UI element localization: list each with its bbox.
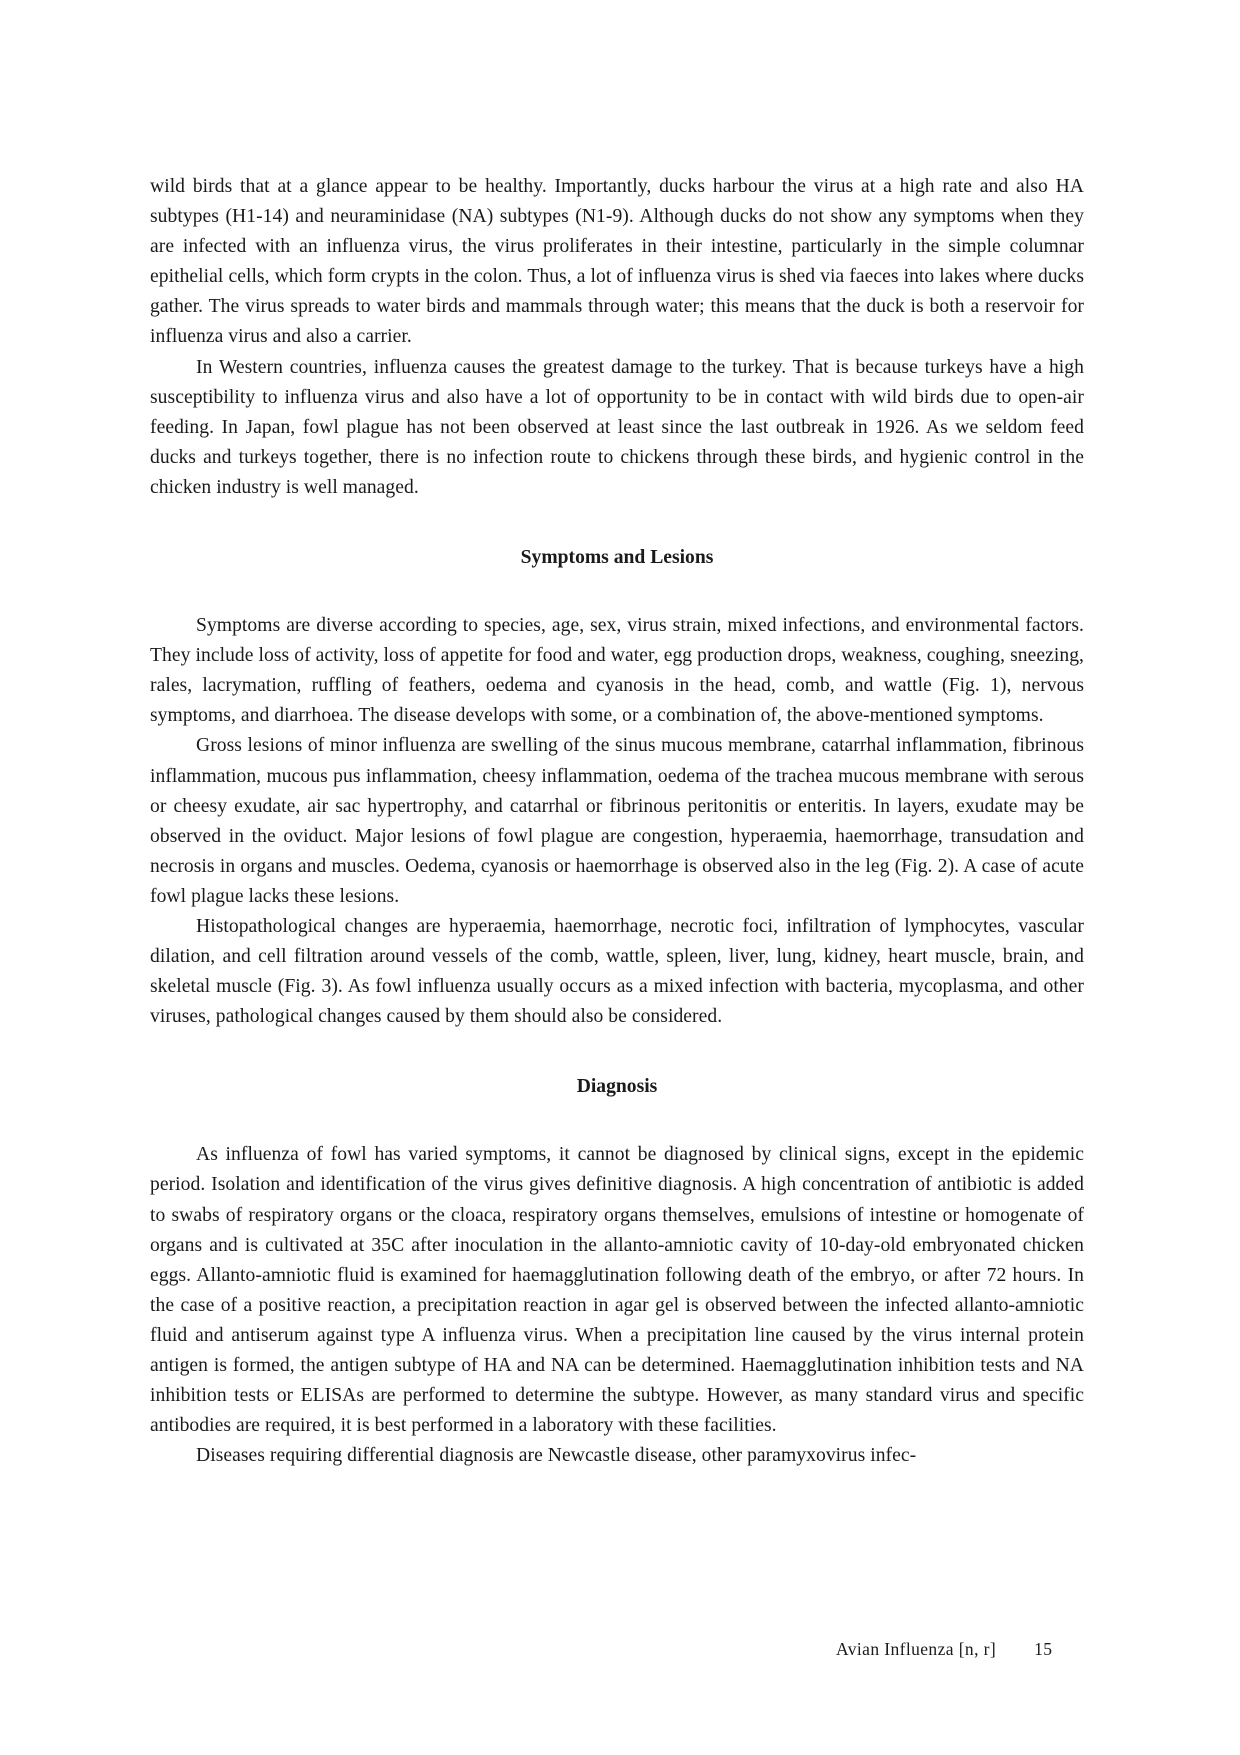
intro-paragraph-2: In Western countries, influenza causes the greatest damage to the turkey. That is because turkeys have a high susceptibility to influenza virus and also have a lot of opportunity to be in contact with wild birds due to open-air feeding. In Japan, fowl plague has not been observed at least since the last outbreak in 1926. As we seldom feed ducks and turkeys together, there is no infection route to chickens through these birds, and hygienic control in the chicken industry is well managed. (150, 356, 1084, 498)
histopathology-paragraph: Histopathological changes are hyperaemia, haemorrhage, necrotic foci, infiltration of lymphocytes, vascular dilation, and cell filtration around vessels of the comb, wattle, spleen, liver, lung, kidney, heart muscle, brain, and skeletal muscle (Fig. 3). As fowl influenza usually occurs as a mixed infection with bacteria, mycoplasma, and other viruses, pathological changes caused by them should also be considered. (150, 915, 1084, 1028)
differential-diagnosis-paragraph: Diseases requiring differential diagnosis are Newcastle disease, other paramyxovirus infec- (196, 1445, 917, 1467)
page-footer (836, 1637, 1052, 1661)
running-title: Avian Influenza [n, r] (836, 1639, 997, 1659)
page-body (150, 172, 1084, 1471)
symptoms-paragraph-1: Symptoms are diverse according to species, age, sex, virus strain, mixed infections, and environmental factors. They include loss of activity, loss of appetite for food and water, egg production drops, weakness, coughing, sneezing, rales, lacrymation, ruffling of feathers, oedema and cyanosis in the head, comb, and wattle (Fig. 1), nervous symptoms, and diarrhoea. The disease develops with some, or a combination of, the above-mentioned symptoms. (150, 615, 1084, 727)
gross-lesions-paragraph: Gross lesions of minor influenza are swelling of the sinus mucous membrane, catarrhal inflammation, fibrinous inflammation, mucous pus inflammation, cheesy inflammation, oedema of the trachea mucous membrane with serous or cheesy exudate, air sac hypertrophy, and catarrhal or fibrinous peritonitis or enteritis. In layers, exudate may be observed in the oviduct. Major lesions of fowl plague are congestion, hyperaemia, haemorrhage, transudation and necrosis in organs and muscles. Oedema, cyanosis or haemorrhage is observed also in the leg (Fig. 2). A case of acute fowl plague lacks these lesions. (150, 735, 1084, 907)
symptoms-heading: Symptoms and Lesions (520, 547, 714, 569)
intro-paragraph-1: wild birds that at a glance appear to be healthy. Importantly, ducks harbour the virus at a high rate and also HA subtypes (H1-14) and neuraminidase (NA) subtypes (N1-9). Although ducks do not show any symptoms when they are infected with an influenza virus, the virus proliferates in their intestine, particularly in the simple columnar epithelial cells, which form crypts in the colon. Thus, a lot of influenza virus is shed via faeces into lakes where ducks gather. The virus spreads to water birds and mammals through water; this means that the duck is both a reservoir for influenza virus and also a carrier. (150, 176, 1084, 348)
page-number: 15 (1034, 1639, 1053, 1659)
diagnosis-paragraph-1: As influenza of fowl has varied symptoms, it cannot be diagnosed by clinical signs, except in the epidemic period. Isolation and identification of the virus gives definitive diagnosis. A high concentration of antibiotic is added to swabs of respiratory organs or the cloaca, respiratory organs themselves, emulsions of intestine or homogenate of organs and is cultivated at 35C after inoculation in the allanto-amniotic cavity of 10-day-old embryonated chicken eggs. Allanto-amniotic fluid is examined for haemagglutination following death of the embryo, or after 72 hours. In the case of a positive reaction, a precipitation reaction in agar gel is observed between the infected allanto-amniotic fluid and antiserum against type A influenza virus. When a precipitation line caused by the virus internal protein antigen is formed, the antigen subtype of HA and NA can be determined. Haemagglutination inhibition tests and NA inhibition tests or ELISAs are performed to determine the subtype. However, as many standard virus and specific antibodies are required, it is best performed in a laboratory with these facilities. (150, 1144, 1084, 1437)
diagnosis-heading: Diagnosis (576, 1076, 658, 1098)
